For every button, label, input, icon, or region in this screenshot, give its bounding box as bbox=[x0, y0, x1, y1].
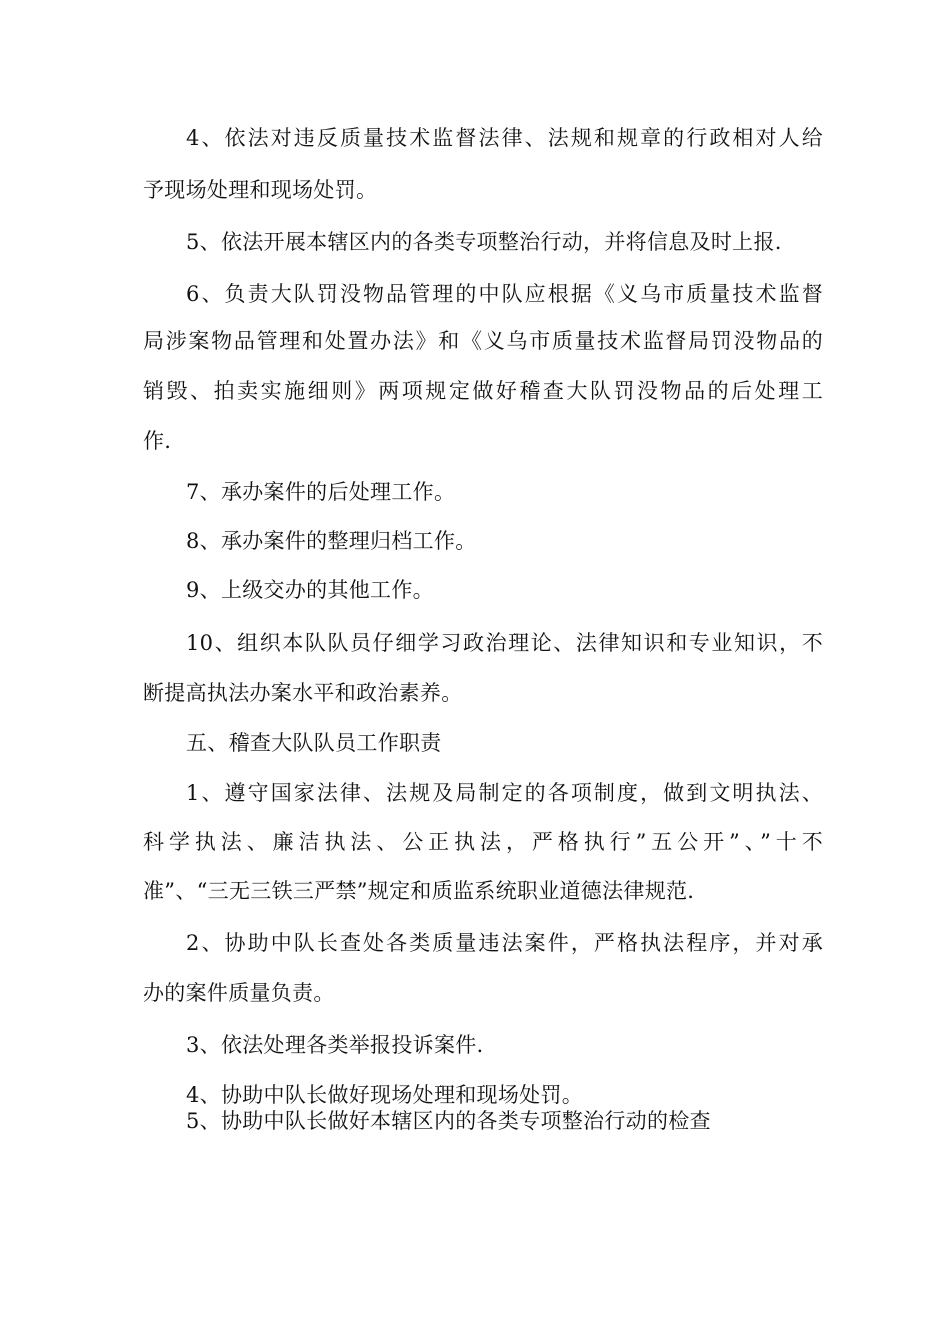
text-line: 6、负责大队罚没物品管理的中队应根据《义乌市质量技术监督 bbox=[186, 282, 823, 306]
text-line: 8、承办案件的整理归档工作。 bbox=[186, 529, 477, 553]
text-line: 销毁、拍卖实施细则》两项规定做好稽查大队罚没物品的后处理工 bbox=[143, 379, 823, 403]
text-line: 局涉案物品管理和处置办法》和《义乌市质量技术监督局罚没物品的 bbox=[143, 329, 823, 353]
text-line: 作. bbox=[143, 429, 172, 453]
text-line: 5、依法开展本辖区内的各类专项整治行动，并将信息及时上报. bbox=[186, 230, 782, 254]
text-line: 科学执法、廉洁执法、公正执法，严格执行”五公开”、”十不 bbox=[143, 830, 823, 854]
text-line: 4、协助中队长做好现场处理和现场处罚。 bbox=[186, 1083, 584, 1107]
text-line: 断提高执法办案水平和政治素养。 bbox=[143, 681, 463, 705]
text-line: 9、上级交办的其他工作。 bbox=[186, 578, 434, 602]
text-line: 5、协助中队长做好本辖区内的各类专项整治行动的检查 bbox=[186, 1109, 711, 1133]
text-line: 1、遵守国家法律、法规及局制定的各项制度，做到文明执法、 bbox=[186, 781, 823, 805]
text-line: 7、承办案件的后处理工作。 bbox=[186, 480, 456, 504]
text-line: 4、依法对违反质量技术监督法律、法规和规章的行政相对人给 bbox=[186, 126, 823, 150]
text-line: 10、组织本队队员仔细学习政治理论、法律知识和专业知识，不 bbox=[186, 631, 823, 655]
text-line: 办的案件质量负责。 bbox=[143, 981, 335, 1005]
section-heading: 五、稽查大队队员工作职责 bbox=[186, 731, 442, 755]
text-line: 准”、“三无三铁三严禁”规定和质监系统职业道德法律规范. bbox=[143, 879, 695, 903]
text-line: 3、依法处理各类举报投诉案件. bbox=[186, 1033, 484, 1057]
text-line: 2、协助中队长查处各类质量违法案件，严格执法程序，并对承 bbox=[186, 931, 823, 955]
text-line: 予现场处理和现场处罚。 bbox=[143, 178, 378, 202]
